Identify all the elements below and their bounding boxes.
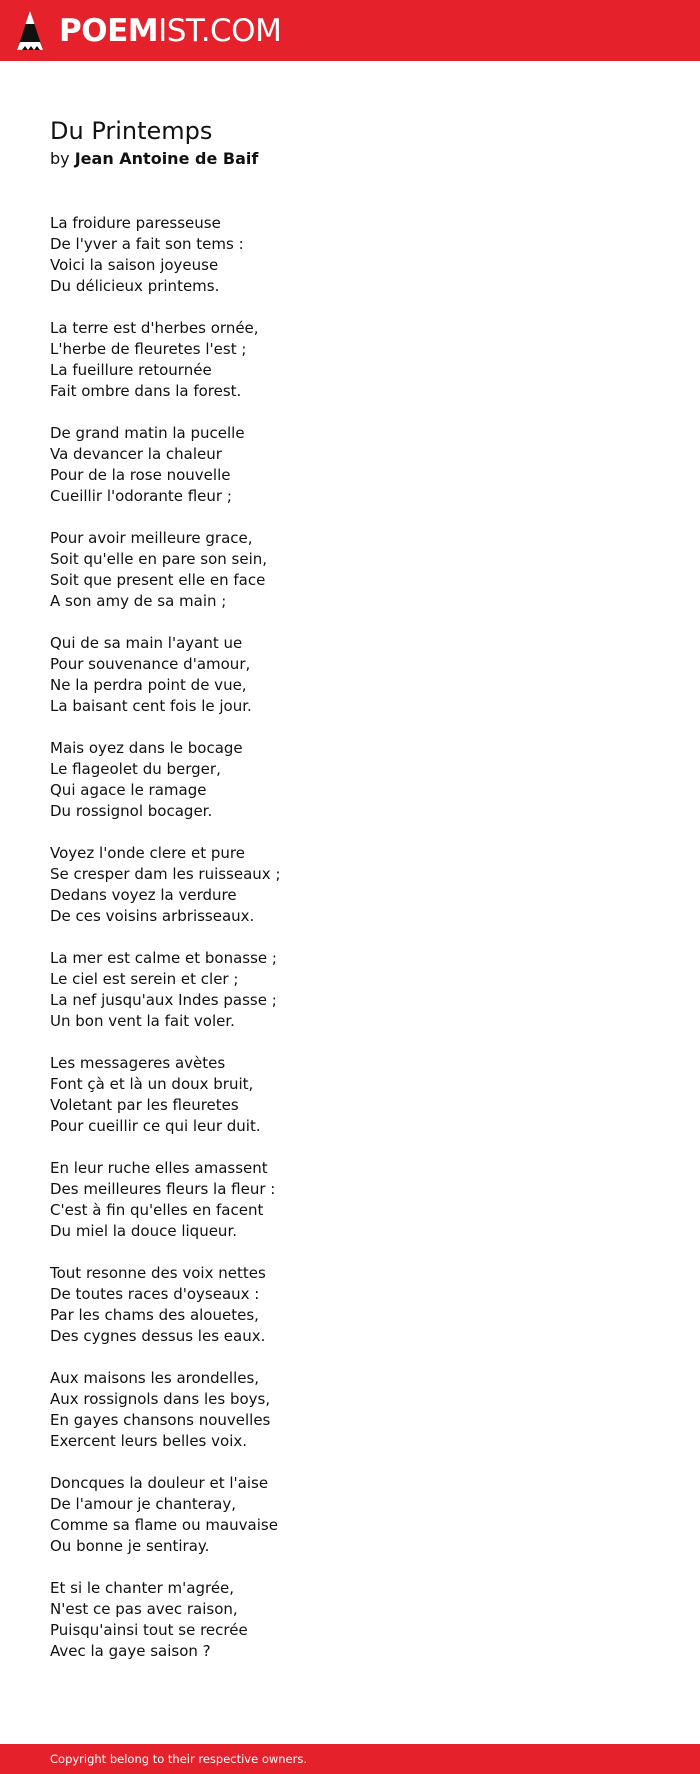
poem-line: La froidure paresseuse [50,214,221,232]
site-header [0,0,700,61]
poem-stanza [50,1368,650,1452]
poem-line: Ou bonne je sentiray. [50,1537,210,1555]
poem-line: Qui de sa main l'ayant ue [50,634,243,652]
site-footer [0,1744,700,1774]
poem-line: Pour souvenance d'amour, [50,655,251,673]
poem-line: N'est ce pas avec raison, [50,1600,238,1618]
poem-line: Avec la gaye saison ? [50,1642,211,1660]
poem-stanza [50,318,650,402]
poem-stanza [50,633,650,717]
poem-line: De l'amour je chanteray, [50,1495,236,1513]
poem-line: Pour de la rose nouvelle [50,466,231,484]
poem-stanza [50,1158,650,1242]
poem-line: La fueillure retournée [50,361,212,379]
poem-stanza [50,843,650,927]
poem-stanza [50,1578,650,1662]
poem-line: Et si le chanter m'agrée, [50,1579,235,1597]
poem-line: En gayes chansons nouvelles [50,1411,271,1429]
poem-line: L'herbe de fleuretes l'est ; [50,340,247,358]
poem-line: Se cresper dam les ruisseaux ; [50,865,281,883]
poem-line: Soit qu'elle en pare son sein, [50,550,268,568]
poem-line: Soit que present elle en face [50,571,266,589]
poem-stanza [50,1263,650,1347]
poem-line: La mer est calme et bonasse ; [50,949,277,967]
poem-stanza [50,213,650,297]
poem-line: De grand matin la pucelle [50,424,245,442]
logo-wordmark-light: IST.COM [158,13,282,49]
poem-line: Dedans voyez la verdure [50,886,237,904]
poem-line: Ne la perdra point de vue, [50,676,247,694]
poem-body [50,213,650,1662]
poem-article [50,115,650,1683]
poem-line: Les messageres avètes [50,1054,226,1072]
poem-line: De ces voisins arbrisseaux. [50,907,255,925]
poem-line: Va devancer la chaleur [50,445,222,463]
poem-line: La baisant cent fois le jour. [50,697,252,715]
poem-line: Le ciel est serein et cler ; [50,970,239,988]
logo-wordmark [59,10,281,52]
poem-stanza [50,528,650,612]
poem-stanza [50,738,650,822]
poem-line: Tout resonne des voix nettes [50,1264,266,1282]
poem-line: La terre est d'herbes ornée, [50,319,259,337]
poem-line: Voyez l'onde clere et pure [50,844,245,862]
poem-title: Du Printemps [50,117,213,145]
poem-stanza [50,948,650,1032]
poem-line: Un bon vent la fait voler. [50,1012,235,1030]
poem-line: Aux rossignols dans les boys, [50,1390,271,1408]
poem-line: Des meilleures fleurs la fleur : [50,1180,276,1198]
logo-wordmark-bold: POEM [59,13,159,49]
poem-line: Mais oyez dans le bocage [50,739,243,757]
poem-line: A son amy de sa main ; [50,592,227,610]
poem-line: Par les chams des alouetes, [50,1306,259,1324]
copyright-text: Copyright belong to their respective owners. [50,1752,308,1766]
poem-line: Voici la saison joyeuse [50,256,219,274]
poem-stanza [50,1053,650,1137]
poem-line: Voletant par les fleuretes [50,1096,239,1114]
poem-line: De toutes races d'oyseaux : [50,1285,260,1303]
poem-line: Du délicieux printems. [50,277,220,295]
poem-stanza [50,1473,650,1557]
poem-line: Comme sa flame ou mauvaise [50,1516,278,1534]
poem-line: Pour avoir meilleure grace, [50,529,253,547]
by-label: by [50,149,70,168]
poem-line: Font çà et là un doux bruit, [50,1075,254,1093]
poem-byline [50,147,650,171]
poem-line: C'est à fin qu'elles en facent [50,1201,264,1219]
poem-line: Puisqu'ainsi tout se recrée [50,1621,248,1639]
poem-line: Du miel la douce liqueur. [50,1222,238,1240]
pencil-tip-icon [16,10,44,52]
site-logo[interactable] [16,10,281,52]
poem-line: Exercent leurs belles voix. [50,1432,248,1450]
poem-line: Aux maisons les arondelles, [50,1369,260,1387]
poem-line: Des cygnes dessus les eaux. [50,1327,266,1345]
poem-author[interactable]: Jean Antoine de Baif [74,149,259,168]
poem-line: Pour cueillir ce qui leur duit. [50,1117,261,1135]
poem-line: Fait ombre dans la forest. [50,382,242,400]
poem-line: Cueillir l'odorante fleur ; [50,487,232,505]
poem-line: Du rossignol bocager. [50,802,213,820]
poem-line: Qui agace le ramage [50,781,207,799]
poem-line: De l'yver a fait son tems : [50,235,244,253]
poem-line: En leur ruche elles amassent [50,1159,268,1177]
poem-line: Le flageolet du berger, [50,760,221,778]
poem-line: La nef jusqu'aux Indes passe ; [50,991,277,1009]
poem-line: Doncques la douleur et l'aise [50,1474,269,1492]
poem-stanza [50,423,650,507]
